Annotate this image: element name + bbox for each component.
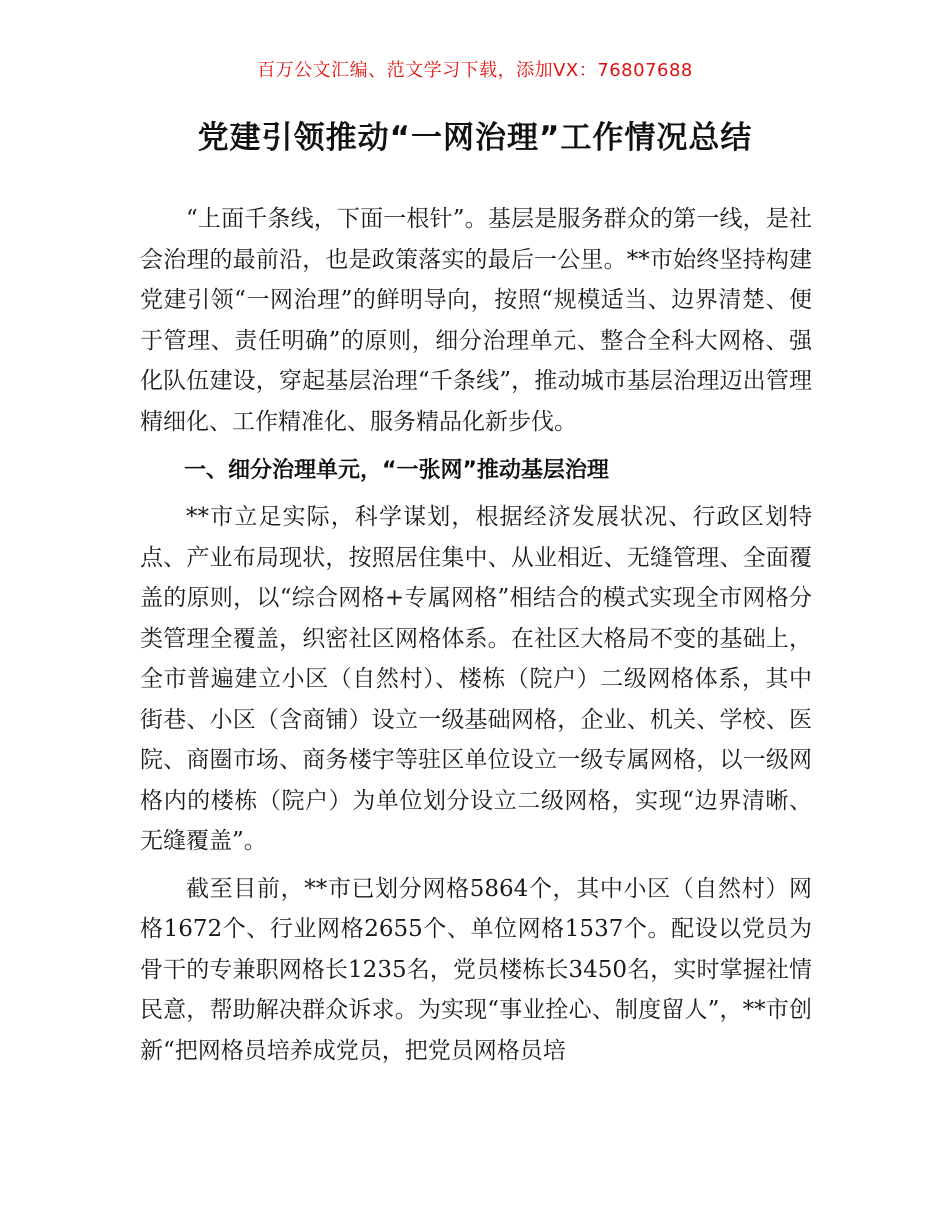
watermark-banner: 百万公文汇编、范文学习下载，添加VX：76807688 [257,60,693,81]
intro-paragraph: “上面千条线，下面一根针”。基层是服务群众的第一线，是社会治理的最前沿，也是政策落实的最后一公里。**市始终坚持构建党建引领“一网治理”的鲜明导向，按照“规模适当、边界清楚、便于管理、责任明确”的原则，细分治理单元、整合全科大网格、强化队伍建设，穿起基层治理“千条线”，推动城市基层治理迈出管理精细化、工作精准化、服务精品化新步伐。 [140,206,812,435]
section-paragraph: 截至目前，**市已划分网格5864个，其中小区（自然村）网格1672个、行业网格2655个、单位网格1537个。配设以党员为骨干的专兼职网格长1235名，党员楼栋长3450名，实时掌握社情民意，帮助解决群众诉求。为实现“事业拴心、制度留人”，**市创新“把网格员培养成党员，把党员网格员培 [140,875,812,1064]
section-paragraph: **市立足实际，科学谋划，根据经济发展状况、行政区划特点、产业布局现状，按照居住集中、从业相近、无缝管理、全面覆盖的原则，以“综合网格+专属网格”相结合的模式实现全市网格分类管理全覆盖，织密社区网格体系。在社区大格局不变的基础上，全市普遍建立小区（自然村）、楼栋（院户）二级网格体系，其中街巷、小区（含商铺）设立一级基础网格，企业、机关、学校、医院、商圈市场、商务楼宇等驻区单位设立一级专属网格，以一级网格内的楼栋（院户）为单位划分设立二级网格，实现“边界清晰、无缝覆盖”。 [140,504,812,854]
section-heading: 一、细分治理单元，“一张网”推动基层治理 [184,458,609,483]
document-body [140,199,812,1078]
page-title: 党建引领推动“一网治理”工作情况总结 [197,120,753,156]
